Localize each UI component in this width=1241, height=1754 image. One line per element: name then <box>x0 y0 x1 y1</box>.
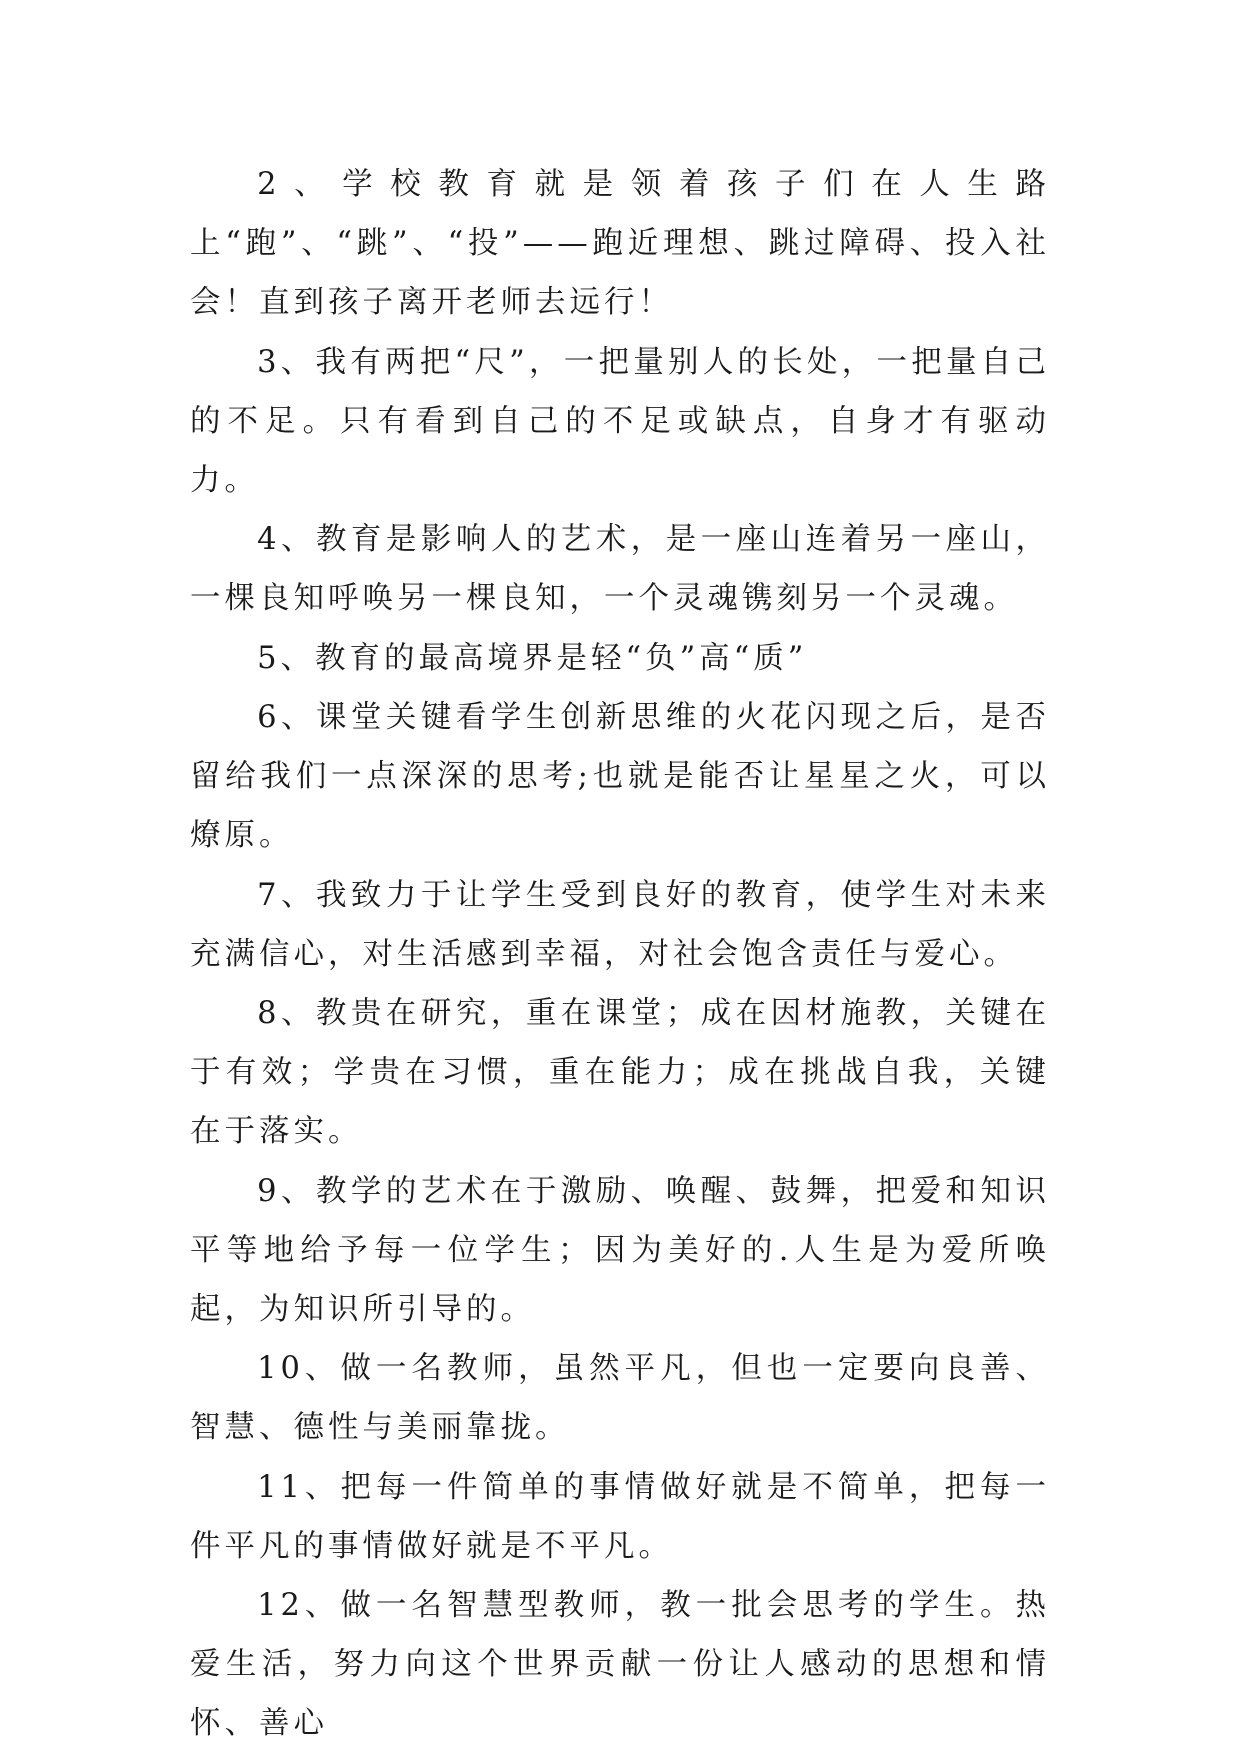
paragraph-10: 10、做一名教师，虽然平凡，但也一定要向良善、智慧、德性与美丽靠拢。 <box>190 1351 1050 1445</box>
paragraph-3: 3、我有两把“尺”，一把量别人的长处，一把量自己的不足。只有看到自己的不足或缺点，自身才有驱动力。 <box>190 344 1050 498</box>
paragraph-6: 6、课堂关键看学生创新思维的火花闪现之后，是否留给我们一点深深的思考;也就是能否让星星之火，可以燎原。 <box>190 700 1050 853</box>
paragraph-8: 8、教贵在研究，重在课堂；成在因材施教，关键在于有效；学贵在习惯，重在能力；成在挑战自我，关键在于落实。 <box>190 996 1050 1149</box>
paragraph-11: 11、把每一件简单的事情做好就是不简单，把每一件平凡的事情做好就是不平凡。 <box>190 1469 1050 1564</box>
paragraph-4: 4、教育是影响人的艺术，是一座山连着另一座山，一棵良知呼唤另一棵良知，一个灵魂镌刻另一个灵魂。 <box>190 522 1050 616</box>
paragraph-2: 2、学校教育就是领着孩子们在人生路上“跑”、“跳”、“投”——跑近理想、跳过障碍、投入社会！直到孩子离开老师去远行！ <box>190 167 1050 320</box>
paragraph-7: 7、我致力于让学生受到良好的教育，使学生对未来充满信心，对生活感到幸福，对社会饱含责任与爱心。 <box>190 877 1050 972</box>
paragraph-9: 9、教学的艺术在于激励、唤醒、鼓舞，把爱和知识平等地给予每一位学生；因为美好的.人生是为爱所唤起，为知识所引导的。 <box>190 1173 1050 1327</box>
paragraph-5: 5、教育的最高境界是轻“负”高“质” <box>257 640 808 676</box>
document-page <box>190 155 1050 1754</box>
paragraph-12: 12、做一名智慧型教师，教一批会思考的学生。热爱生活，努力向这个世界贡献一份让人感动的思想和情怀、善心 <box>190 1588 1050 1741</box>
